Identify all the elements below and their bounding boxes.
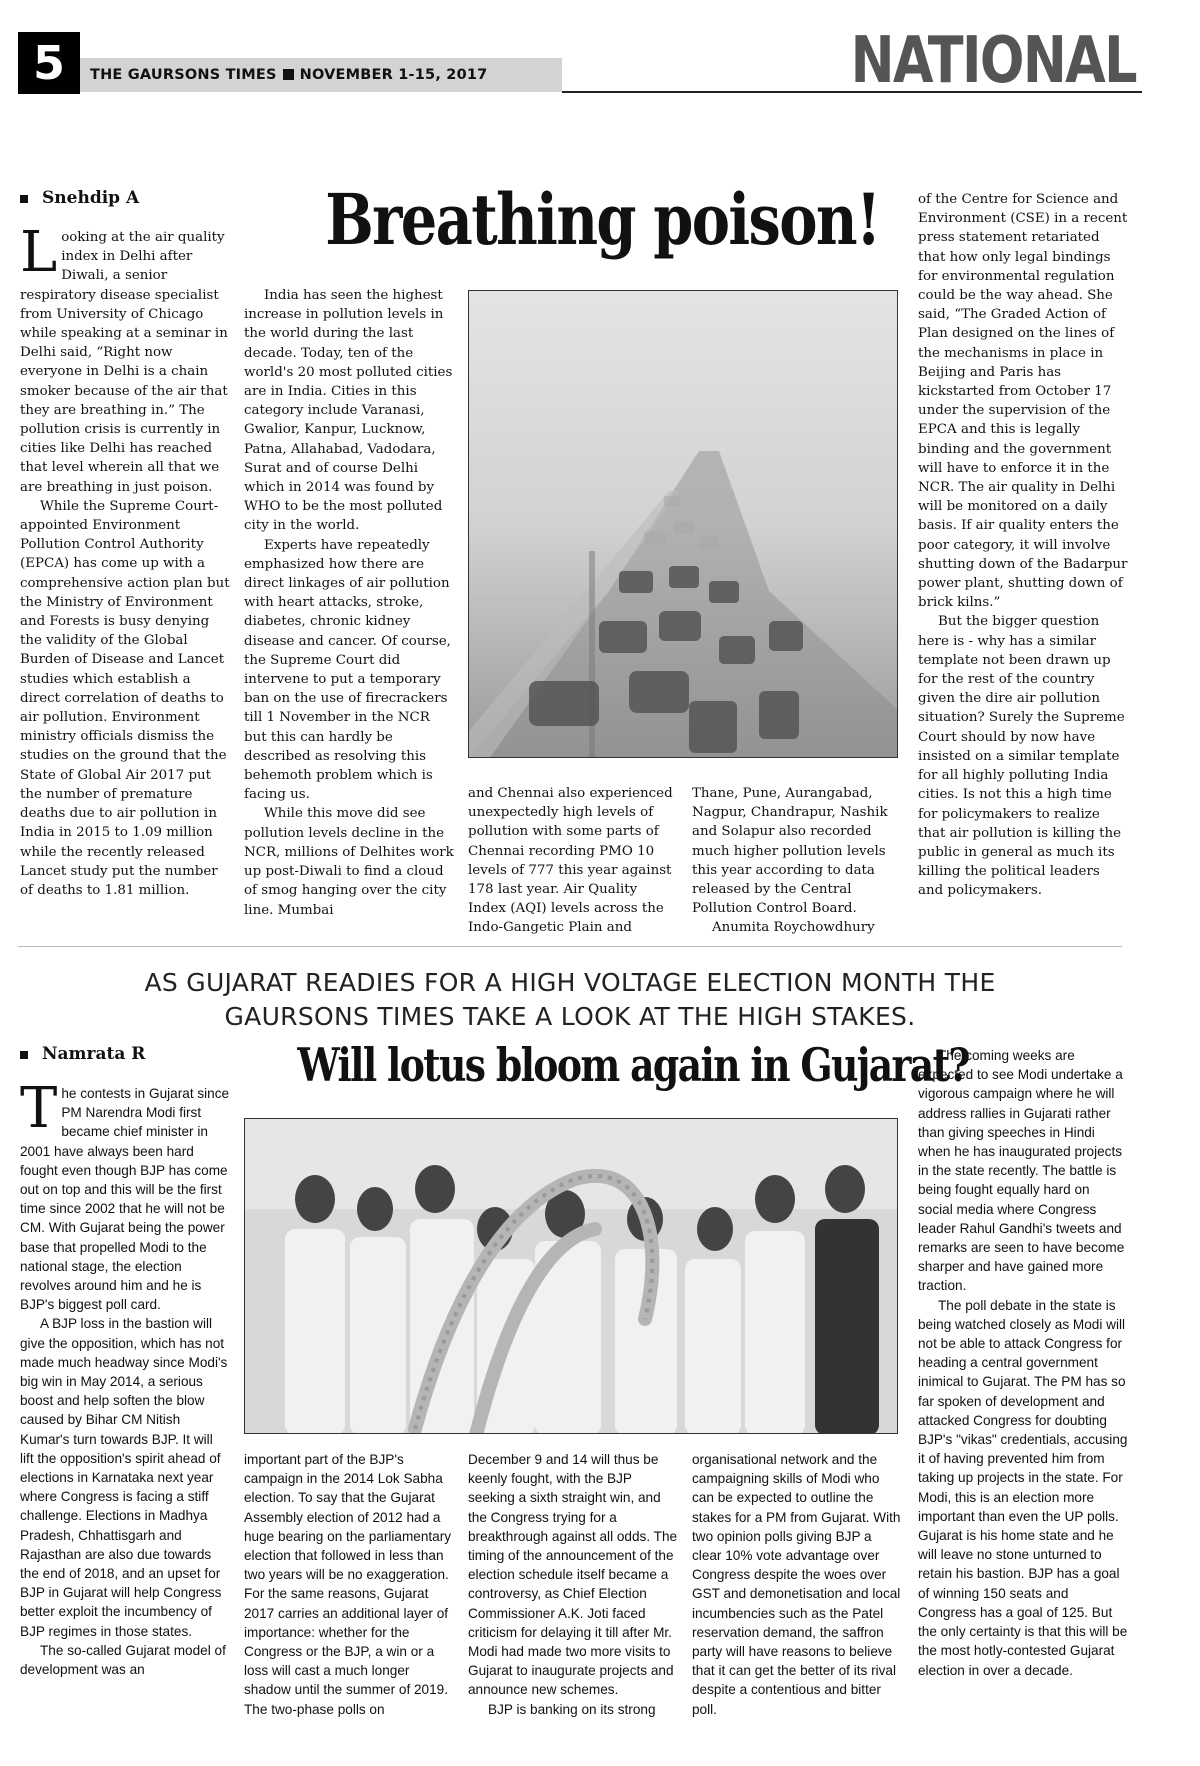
story2-column-4 [692, 1450, 902, 1719]
section-title: NATIONAL [850, 24, 1136, 98]
story1-column-5 [918, 190, 1128, 901]
page-number: 5 [18, 32, 80, 94]
issue-date: NOVEMBER 1-15, 2017 [299, 67, 488, 83]
story1-column-4 [692, 784, 902, 938]
story2-column-2 [244, 1450, 454, 1719]
story2-column-3 [468, 1450, 678, 1719]
story2-col1-para1 [20, 1076, 230, 1314]
story1-column-3 [468, 784, 678, 938]
story1-col5-para1: of the Centre for Science and Environment (CSE) in a recent press statement retariated that how only legal bindings for environmental regulation could be the way ahead. She said, “The Graded Action of Plan designed on the lines of the mechanisms in place in Beijing and Paris has kickstarted from October 17 under the supervision of the EPCA and this is legally binding and the government will have to enforce it in the NCR. The air quality in Delhi will be monitored on a daily basis. If air quality enters the poor category, it will involve shutting down of the Badarpur power plant, shutting down of brick kilns.” [918, 192, 1128, 611]
masthead-strip [80, 58, 562, 92]
story1-col1-para2: While the Supreme Court-appointed Environment Pollution Control Authority (EPCA) has come up with a comprehensive action plan but the Ministry of Environment and Forests is busy denying the validity of the Global Burden of Disease and Lancet studies which establish a direct correlation of deaths to air pollution. Environment ministry officials dismiss the studies on the ground that the State of Global Air 2017 put the number of premature deaths due to air pollution in India in 2015 to 1.09 million while the recently released Lancet study put the number of deaths to 1.81 million. [20, 498, 230, 898]
story2-col1-para3: The so-called Gujarat model of development was an [20, 1642, 226, 1678]
story1-column-2 [244, 286, 454, 920]
story2-col3-para2: BJP is banking on its strong [488, 1701, 656, 1717]
byline-story2 [20, 1044, 145, 1064]
paragraph-text: ooking at the air quality index in Delhi after Diwali, a senior respiratory disease specialist from University of Chicago while speaking at a seminar in Delhi said, “Right now everyone in Delhi is a chain smoker because of the air that they are breathing in.” The pollution crisis is currently in cities like Delhi has reached that level wherein all that we are breathing in just poison. [20, 230, 228, 495]
square-bullet-icon [20, 1051, 28, 1059]
story1-col2-para2: Experts have repeatedly emphasized how there are direct linkages of air pollution with heart attacks, stroke, diabetes, chronic kidney disease and cancer. Of course, the Supreme Court did intervene to put a temporary ban on the use of firecrackers till 1 November in the NCR but this can hardly be described as resolving this behemoth problem which is facing us. [244, 537, 451, 803]
kicker-line-2: GAURSONS TIMES TAKE A LOOK AT THE HIGH STAKES. [224, 1002, 916, 1031]
byline-story1 [20, 188, 139, 208]
story1-col4-para1: Thane, Pune, Aurangabad, Nagpur, Chandrapur, Nashik and Solapur also recorded much higher pollution levels this year according to data released by the Central Pollution Control Board. [692, 786, 888, 917]
paper-name: THE GAURSONS TIMES [90, 67, 277, 83]
story1-col2-para1: India has seen the highest increase in pollution levels in the world during the last decade. Today, ten of the world's 20 most polluted cities are in India. Cities in this category include Varanasi, Gwalior, Kanpur, Lucknow, Patna, Allahabad, Vadodara, Surat and of course Delhi which in 2014 was found by WHO to be the most polluted city in the world. [244, 288, 453, 534]
story2-column-1 [20, 1076, 230, 1679]
garlanded-leaders-photo-icon [245, 1119, 898, 1434]
story2-col2-para1: important part of the BJP's campaign in the 2014 Lok Sabha election. To say that the Gujarat Assembly election of 2012 had a huge bearing on the parliamentary election that followed in less than two years will be no exaggeration. For the same reasons, Gujarat 2017 carries an additional layer of importance: whether for the Congress or the BJP, a win or a loss will cast a much longer shadow until the summer of 2019. The two-phase polls on [244, 1452, 452, 1717]
dropcap: L [20, 220, 58, 285]
story1-col3-para1: and Chennai also experienced unexpectedly high levels of pollution with some parts of Chennai recording PMO 10 levels of 777 this year against 178 last year. Air Quality Index (AQI) levels across the Indo-Gangetic Plain and [468, 786, 673, 936]
story-divider [18, 946, 1122, 947]
square-bullet-icon [20, 195, 28, 203]
story2-col5-para1: The coming weeks are expected to see Modi undertake a vigorous campaign where he will address rallies in Gujarati rather than giving speeches in Hindi when he has inaugurated projects in the state recently. The battle is being fought equally hard on social media where Congress leader Rahul Gandhi's tweets and remarks are seen to have become sharper and have gained more traction. [918, 1048, 1125, 1294]
byline-name: Namrata R [42, 1044, 146, 1064]
smog-traffic-photo-icon [469, 291, 898, 758]
garlanded-leaders-photo [244, 1118, 898, 1434]
story1-col2-para3: While this move did see pollution levels decline in the NCR, millions of Delhites work up post-Diwali to find a cloud of smog hanging over the city line. Mumbai [244, 806, 454, 918]
story2-col4-para1: organisational network and the campaigning skills of Modi who can be expected to outline the stakes for a PM from Gujarat. With two opinion polls giving BJP a clear 10% vote advantage over Congress despite the woes over GST and demonetisation and local incumbencies such as the Patel reservation demand, the saffron party will have reasons to believe that it can get the better of its rival despite a contentious and bitter poll. [692, 1452, 901, 1717]
square-bullet-icon [283, 69, 294, 80]
story2-col5-para2: The poll debate in the state is being watched closely as Modi will not be able to attack Congress for heading a central government inimical to Gujarat. The PM has so far spoken of development and attacked Congress for doubting BJP's "vikas" credentials, accusing it of having prevented him from taking up projects in the state. For Modi, this is an election more important than even the UP polls. Gujarat is his home state and he will leave no stone unturned to retain his bastion. BJP has a goal of winning 150 seats and Congress has a goal of 125. But the only certainty is that this will be the most hotly-contested Gujarat election in over a decade. [918, 1297, 1128, 1678]
story1-col4-para2: Anumita Roychowdhury [712, 920, 875, 936]
kicker-line-1: AS GUJARAT READIES FOR A HIGH VOLTAGE ELECTION MONTH THE [144, 968, 996, 997]
headline-breathing-poison: Breathing poison! [325, 178, 880, 261]
paragraph-text: he contests in Gujarat since PM Narendra Modi first became chief minister in 2001 have always been hard fought even though BJP has come out on top and this will be the first time since 2002 that he will not be CM. With Gujarat being the power base that propelled Modi to the national stage, the election revolves around him and he is BJP's biggest poll card. [20, 1086, 230, 1313]
kicker-banner [18, 966, 1122, 1034]
headline-lotus-gujarat: Will lotus bloom again in Gujarat? [297, 1038, 969, 1092]
story1-column-1 [20, 220, 230, 900]
smog-traffic-photo [468, 290, 898, 758]
byline-name: Snehdip A [42, 188, 140, 208]
masthead [18, 24, 1136, 98]
story2-col3-para1: December 9 and 14 will thus be keenly fought, with the BJP seeking a sixth straight win, and the Congress trying for a breakthrough against all odds. The timing of the announcement of the election schedule itself became a controversy, as Chief Election Commissioner A.K. Joti faced criticism for delaying it till after Mr. Modi had made two more visits to Gujarat to inaugurate projects and announce new schemes. [468, 1452, 678, 1698]
story1-col1-para1 [20, 220, 230, 497]
story2-column-5 [918, 1046, 1128, 1680]
dropcap: T [20, 1076, 58, 1141]
story1-col5-para2: But the bigger question here is - why has a similar template not been drawn up for the rest of the country given the dire air pollution situation? Surely the Supreme Court should by now have insisted on a similar template for all highly polluting India cities. Is not this a high time for policymakers to realize that air pollution is killing the public in general as much its killing the political leaders and policymakers. [918, 614, 1125, 899]
story2-col1-para2: A BJP loss in the bastion will give the opposition, which has not made much headway since Modi's big win in May 2014, a serious boost and help soften the blow caused by Bihar CM Nitish Kumar's turn towards BJP. It will lift the opposition's spirit ahead of elections in Karnataka next year where Congress is facing a stiff challenge. Elections in Madhya Pradesh, Chhattisgarh and Rajasthan are also due towards the end of 2018, and an upset for BJP in Gujarat will help Congress better exploit the incumbency of BJP regimes in those states. [20, 1316, 228, 1639]
